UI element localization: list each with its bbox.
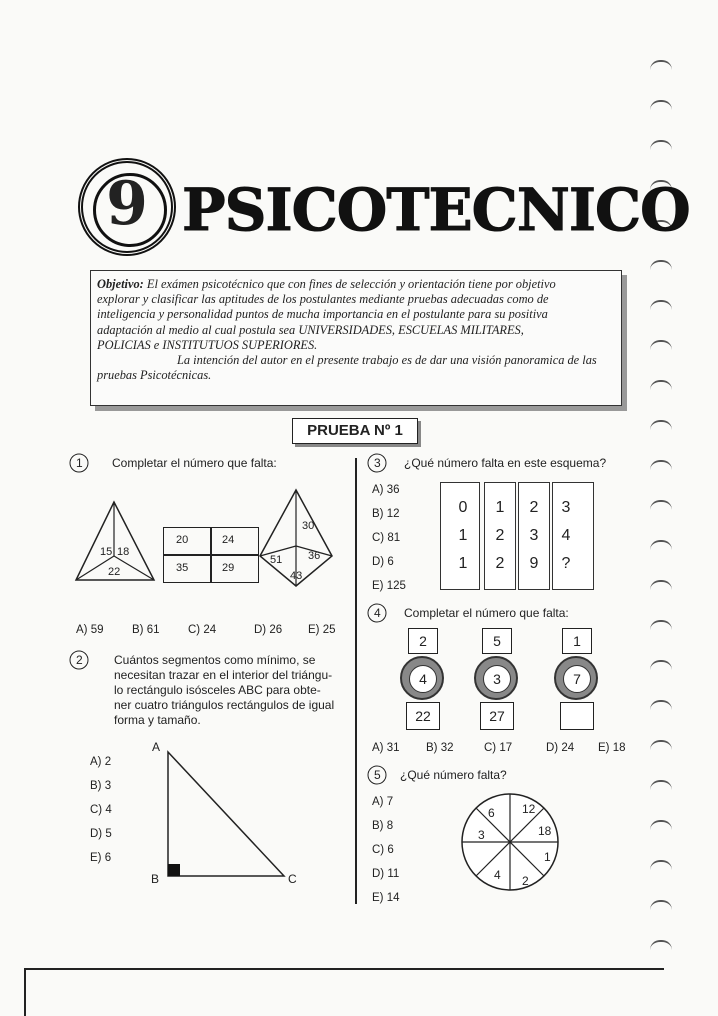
q1-tri-value: 22 [108,566,121,578]
objective-line: adaptación al medio al cual postula sea UNIVERSIDADES, ESCUELAS MILITARES, [97,322,524,337]
q5-wheel-value: 4 [494,868,501,882]
q3-option: C) 81 [372,532,401,544]
q1-grid-value: 29 [222,562,235,574]
q1-grid-value: 20 [176,534,189,546]
q2-option: E) 6 [90,852,112,864]
q1-text: Completar el número que falta: [112,456,277,470]
q2-option: A) 2 [90,756,112,768]
q3-cell: 9 [529,555,539,572]
q2-text-line: necesitan trazar en el interior del triángu- [114,668,333,682]
q3-cell: 4 [561,527,571,544]
objective-line: El exámen psicotécnico que con fines de selección y orientación tiene por objetivo [146,277,556,291]
q5-wheel-value: 18 [538,824,552,838]
q1-tri-value: 15 [100,546,113,558]
q2-text [114,653,354,728]
q2-vertex-b: B [151,872,160,886]
q3-cell: 1 [458,527,468,544]
q2-option: C) 4 [90,804,112,816]
q3-cell: 2 [495,527,505,544]
q4-bottom-box [560,702,594,730]
q4-top-box: 2 [408,628,438,654]
q5-wheel-value: 1 [544,850,551,864]
q1-number: 1 [76,456,83,470]
q5-number: 5 [374,768,381,782]
objective-line: POLICIAS e INSTITUTUOS SUPERIORES. [97,337,318,352]
q3-option: E) 125 [372,580,406,592]
q1-grid-value: 35 [176,562,189,574]
q4-ring-value: 7 [563,665,591,693]
q4-ring [554,656,598,700]
q4-option: D) 24 [546,742,575,754]
q1-kite-value: 43 [290,570,303,582]
q1-grid-value: 24 [222,534,235,546]
chapter-number: 9 [106,169,148,239]
q3-cell: 3 [529,527,539,544]
q3-cell: ? [561,555,571,572]
objective-line: explorar y clasificar las aptitudes de los postulantes mediante pruebas adecuadas como de [97,292,549,307]
objective-line: pruebas Psicotécnicas. [97,368,212,383]
q1-kite-value: 51 [270,554,283,566]
q3-cell: 0 [458,499,468,516]
q5-option: C) 6 [372,844,394,856]
q4-ring [400,656,444,700]
q1-kite-value: 36 [308,550,321,562]
q5-option: A) 7 [372,796,394,808]
q5-wheel-value: 12 [522,802,536,816]
q2-text-line: lo rectángulo isósceles ABC para obte- [114,683,321,697]
q4-bottom-box: 27 [480,702,514,730]
q4-top-box: 1 [562,628,592,654]
q2-text-line: Cuántos segmentos como mínimo, se [114,653,316,667]
q5-option: E) 14 [372,892,400,904]
q5-wheel-value: 2 [522,874,529,888]
q4-ring-value: 4 [409,665,437,693]
q4-number: 4 [374,606,381,620]
q5-wheel-value: 3 [478,828,485,842]
q5-option: B) 8 [372,820,394,832]
q3-cell: 1 [495,499,505,516]
q5-text: ¿Qué número falta? [400,768,507,782]
chapter-badge [78,158,176,256]
bottom-rule [24,968,664,970]
objective-box [90,270,622,406]
q4-ring-value: 3 [483,665,511,693]
q3-number: 3 [374,456,381,470]
q4-option: E) 18 [598,742,626,754]
bottom-rule-tick [24,968,26,1016]
q4-option: B) 32 [426,742,454,754]
q2-number: 2 [76,653,83,667]
q1-option: B) 61 [132,624,160,636]
q1-kite-value: 30 [302,520,315,532]
q1-option: E) 25 [308,624,336,636]
q3-cell: 1 [458,555,468,572]
q2-text-line: ner cuatro triángulos rectángulos de igual [114,698,335,712]
q2-option: B) 3 [90,780,112,792]
q4-ring [474,656,518,700]
q5-wheel [458,790,562,894]
q3-option: D) 6 [372,556,394,568]
q3-cell: 2 [495,555,505,572]
objective-label: Objetivo: [97,277,144,291]
q5-option: D) 11 [372,868,400,880]
q2-vertex-a: A [152,740,161,754]
q4-option: C) 17 [484,742,513,754]
q4-option: A) 31 [372,742,400,754]
page-title: PSICOTECNICO [182,176,690,244]
q3-option: A) 36 [372,484,400,496]
objective-line: inteligencia y personalidad puntos de mucha importancia en el postulante para su positiva [97,307,548,322]
column-divider [355,458,357,904]
q3-option: B) 12 [372,508,400,520]
test-title: PRUEBA Nº 1 [292,418,418,444]
q2-right-triangle [160,748,290,882]
q1-option: D) 26 [254,624,283,636]
q5-wheel-value: 6 [488,806,495,820]
q2-vertex-c: C [288,872,297,886]
q4-top-box: 5 [482,628,512,654]
q2-text-line: forma y tamaño. [114,713,201,727]
q1-option: A) 59 [76,624,104,636]
q2-option: D) 5 [90,828,112,840]
q4-bottom-box: 22 [406,702,440,730]
q3-cell: 3 [561,499,571,516]
objective-line: La intención del autor en el presente trabajo es de dar una visión panoramica de las [177,353,597,368]
q3-cell: 2 [529,499,539,516]
q1-grid [163,527,259,583]
q4-text: Completar el número que falta: [404,606,569,620]
q1-tri-value: 18 [117,546,130,558]
q1-option: C) 24 [188,624,217,636]
q3-text: ¿Qué número falta en este esquema? [404,456,607,470]
